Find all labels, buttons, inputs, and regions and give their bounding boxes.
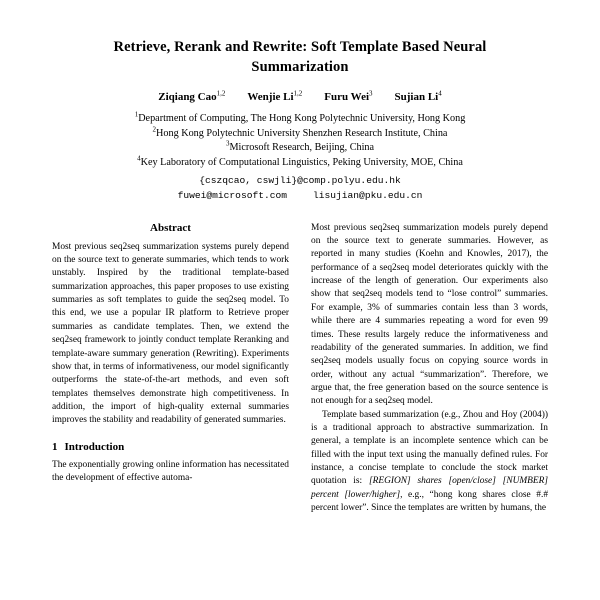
author — [158, 91, 225, 103]
affiliation-marker: 4 — [137, 154, 141, 163]
right-column — [311, 222, 548, 516]
body-columns — [52, 222, 548, 516]
author-affil-marker: 3 — [369, 89, 373, 98]
template-example-italic: [REGION] shares [open/close] [NUMBER] percent [lower/higher] — [311, 476, 548, 500]
left-column — [52, 222, 289, 516]
author-name: Wenjie Li — [247, 91, 294, 104]
email-block — [52, 173, 548, 204]
author-name: Furu Wei — [324, 91, 370, 104]
email-address: fuwei@microsoft.com — [177, 190, 287, 202]
affiliation — [52, 127, 548, 141]
right-paragraph-1: Most previous seq2seq summarization models purely depend on the source text to generate summaries. However, as reported in many studies (Koehn and Knowles, 2017), the performance of a seq2seq model deteriorates quickly with the increase of the length of generation. Our experiments also show that seq2seq models tend to “lose control” summaries. For example, 3% of summaries contain less than 3 words, while there are 4 summaries repeating a word for even 99 times. These results largely reduce the informativeness and readability of the generated summaries. In addition, we find seq2seq models usually focus on copying source words in order, without any actual “summarization”. Therefore, we argue that, the free generation based on the source sentence is not enough for a seq2seq model. — [311, 222, 548, 407]
right-paragraph-2-part-a: Template based summarization (e.g., Zhou and Hoy (2004)) is a traditional approach to abstractive summarization. In general, a template is an incomplete sentence which can be filled with the input text using the manually defined rules. For instance, a concise template to conclude the stock market quotation is: — [311, 409, 548, 487]
author-affil-marker: 4 — [438, 89, 442, 98]
affiliation-text: Key Laboratory of Computational Linguistics, Peking University, MOE, China — [140, 156, 463, 168]
affiliation-text: Microsoft Research, Beijing, China — [229, 142, 375, 154]
right-paragraph-2-part-b: , e.g., “hong kong shares close #.# percent lower”. Since the templates are written by humans, the — [311, 489, 549, 513]
right-paragraph-2 — [311, 409, 548, 516]
affiliation-marker: 1 — [134, 110, 139, 119]
affiliation — [52, 156, 548, 170]
page-title: Retrieve, Rerank and Rewrite: Soft Template Based Neural Summarization — [113, 39, 487, 75]
affiliation — [52, 141, 548, 155]
author — [395, 91, 442, 103]
abstract-heading: Abstract — [150, 221, 191, 234]
author-name: Sujian Li — [394, 91, 439, 104]
abstract-text: Most previous seq2seq summarization systems purely depend on the source text to generate summaries, which tends to work unstably. Inspired by the traditional template-based summarization approaches, this paper proposes to use existing summaries as soft templates to guide the seq2seq model. To this end, we use a popular IR platform to Retrieve proper summaries as candidate templates. Then, we extend the seq2seq framework to jointly conduct template Reranking and template-aware summary generation (Rewriting). Experiments show that, in terms of informativeness, our model significantly outperforms the state-of-the-art methods, and even soft templates themselves demonstrate high competitiveness. In addition, the import of high-quality external summaries improves the stability and readability of generated summaries. — [52, 241, 289, 426]
author — [247, 91, 302, 103]
section-title: Introduction — [64, 440, 125, 453]
affiliation-marker: 3 — [225, 139, 230, 148]
author-name: Ziqiang Cao — [158, 91, 217, 104]
affiliation-text: Hong Kong Polytechnic University Shenzhen Research Institute, China — [156, 127, 448, 139]
email-line-2 — [52, 188, 548, 203]
affiliation-marker: 2 — [152, 125, 157, 134]
affiliation — [52, 112, 548, 126]
email-line-1: {cszqcao, cswjli}@comp.polyu.edu.hk — [199, 175, 401, 187]
intro-paragraph-1: The exponentially growing online information has necessitated the development of effective automa- — [52, 459, 289, 483]
email-address: lisujian@pku.edu.cn — [313, 190, 423, 202]
affiliation-list — [52, 112, 548, 170]
author-affil-marker: 1,2 — [216, 89, 226, 98]
section-number: 1 — [52, 440, 58, 453]
author-affil-marker: 1,2 — [293, 89, 303, 98]
author-list — [52, 91, 548, 103]
section-heading-introduction — [52, 441, 289, 453]
affiliation-text: Department of Computing, The Hong Kong Polytechnic University, Hong Kong — [138, 113, 466, 125]
author — [324, 91, 372, 103]
